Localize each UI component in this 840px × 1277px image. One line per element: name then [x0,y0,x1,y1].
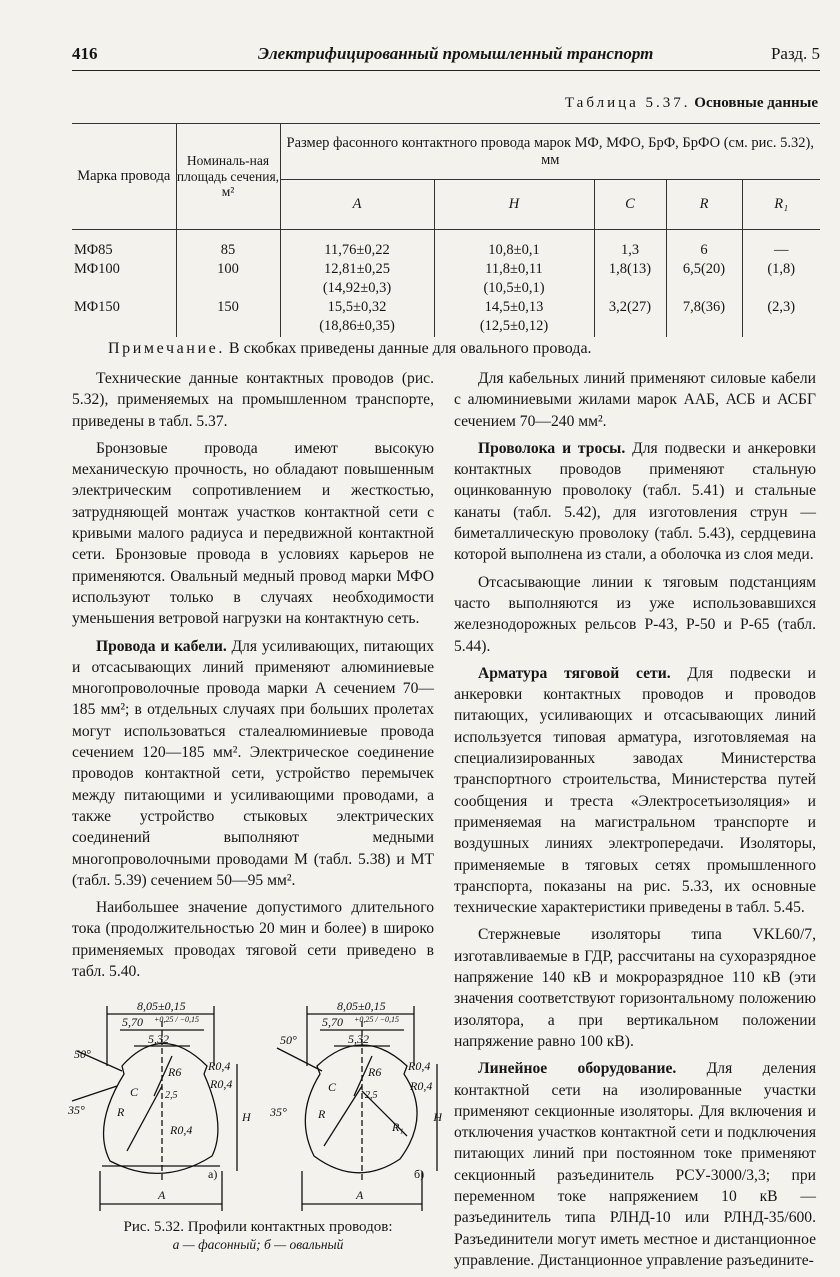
dim-label: A [158,1188,166,1202]
paragraph: Для кабельных линий применяют силовые кабели с алюминиевыми жилами марок ААБ, АСБ и АСБГ сечением 70—240 мм². [454,370,816,430]
cell-brand [72,316,176,337]
radius-line [324,1086,362,1146]
cell-a: 12,81±0,25 [280,259,434,278]
paragraph [454,663,816,919]
cell-area: 100 [176,259,280,278]
wire-profile-figure [62,966,442,1211]
paragraph-heading: Арматура тяговой сети. [478,664,671,682]
cell-r1 [742,316,820,337]
dim-label: +0,25 / −0,15 [154,1015,200,1024]
paragraph: Бронзовые провода имеют высокую механическую прочность, но обладают повышенным электрическим сопротивлением и жесткостью, затрудняющей монтаж участков контактной сети с кривыми малого радиуса и передвижной контактной сети. Бронзовые провода в условиях карьеров не применяются. Овальный медный провод марки МФО используют только в случаях необходимости уменьшения ветровой нагрузки на контактную сеть. [72,439,434,628]
table-row [72,316,820,337]
paragraph: Технические данные контактных проводов (рис. 5.32), применяемых на промышленном транспорте, приведены в табл. 5.37. [72,370,434,430]
cell-r: 6,5(20) [666,259,742,278]
cell-r1: (1,8) [742,259,820,278]
paragraph-heading: Проволока и тросы. [478,439,626,457]
dim-label: +0,25 / −0,15 [354,1015,400,1024]
dim-label: 5,70 [122,1015,143,1029]
cell-brand: МФ150 [74,299,120,315]
cell-c: 3,2(27) [594,297,666,316]
dim-label: A [356,1188,364,1202]
header-brand: Марка провода [72,124,176,230]
table-note [108,340,592,358]
cell-brand: МФ100 [74,261,120,277]
section-label: Разд. 5 [770,44,820,63]
dim-label: R0,4 [410,1079,433,1093]
subfigure-label-b: б) [414,1167,425,1181]
dim-label: R0,4 [170,1123,193,1137]
paragraph: Наибольшее значение допустимого длительного тока (продолжительностью 20 мин и более) в широко применяемых проводах тяговой сети приведено в табл. 5.40. [72,899,434,981]
table-note-text: В скобках приведены данные для овального провода. [228,340,592,357]
paragraph-heading: Провода и кабели. [96,637,227,655]
cell-h: (10,5±0,1) [434,278,594,297]
dim-label: R0,4 [208,1059,231,1073]
page-number: 416 [72,44,98,63]
dim-label: 8,05±0,15 [337,999,386,1013]
table-row [72,297,820,316]
running-header [72,42,820,72]
dim-label: 2,5 [165,1090,178,1101]
cell-r [666,316,742,337]
cell-h: 14,5±0,13 [434,297,594,316]
cell-a: (18,86±0,35) [280,316,434,337]
paragraph-body: Для подвески и анкеровки контактных проводов и проводов питающих, усиливающих и отсасывающих линий используется типовая арматура, изготовляемая на специализированных заводах Министерства транспортного строительства, Министерства путей сообщения и треста «Электросетьизоляция» и применяемая на магистральном транспорте и воздушных линиях электропередачи. Изоляторы, применяемые в тяговых сетях промышленного транспорта, показаны на рис. 5.33, их основные технические характеристики приведены в табл. 5.45. [454,664,816,917]
data-table [72,123,820,337]
dim-label: H [433,1110,442,1124]
figure-caption-main: Рис. 5.32. Профили контактных проводов: [123,1219,393,1235]
table-row [72,278,820,297]
paragraph-body: Для усиливающих, питающих и отсасывающих линий применяют алюминиевые многопроволочные провода марки А сечением 70—185 мм²; в отдельных случаях при больших пролетах могут использоваться сталеалюминиевые провода сечением 120—185 мм². Электрическое соединение проводов контактной сети, устройство перемычек между питающими и усиливающими проводами, а также устройство стыковых электрических соединений выполняют медными многопроволочными проводами М (табл. 5.38) и МТ (табл. 5.39) сечением 50—95 мм². [72,637,434,889]
figure-caption [88,1218,428,1254]
cell-r1: (2,3) [742,297,820,316]
cell-area [176,278,280,297]
running-title: Электрифицированный промышленный транспорт [258,44,654,63]
header-c: C [594,180,666,230]
dim-label: H [242,1110,251,1124]
cell-area: 85 [176,230,280,260]
dim-label: 8,05±0,15 [137,999,186,1013]
paragraph [72,636,434,892]
paragraph [454,1058,816,1271]
dim-label: R6 [168,1065,182,1079]
dim-label: C [328,1080,337,1094]
dim-label: 5,70 [322,1015,343,1029]
dim-label: 50° [74,1047,91,1061]
cell-c: 1,3 [594,230,666,260]
right-column [454,368,816,1277]
figure-caption-sub: а — фасонный; б — овальный [172,1237,344,1252]
dim-label: R₁ [392,1120,404,1134]
dim-label: 2,5 [365,1090,378,1101]
cell-c [594,278,666,297]
cell-r: 7,8(36) [666,297,742,316]
paragraph-body: Для деления контактной сети на изолированные участки применяют секционные изоляторы. Для включения и отключения участков контактной сети и подключения питающих линий при постоянном токе применяют секционный разъединитель РСУ-3000/3,3; при переменном токе напряжением 10 кВ — разъединитель типа РЛНД-10 или РЛНД-35/600. Разъединители могут иметь местное и дистанционное управление. Дистанционное управление разъедините- [454,1060,816,1269]
cell-r1 [742,278,820,297]
dim-label: R0,4 [408,1059,431,1073]
table-row [72,259,820,278]
header-a: A [280,180,434,230]
paragraph: Отсасывающие линии к тяговым подстанциям часто выполняются из уже использовавшихся железнодорожных рельсов Р-43, Р-50 и Р-65 (табл. 5.44). [454,573,816,655]
cell-c: 1,8(13) [594,259,666,278]
cell-brand [72,278,176,297]
header-rule [72,70,820,71]
cell-a: 11,76±0,22 [280,230,434,260]
cell-a: 15,5±0,32 [280,297,434,316]
dim-label: 35° [68,1103,85,1117]
dim-label: R6 [368,1065,382,1079]
dim-label: C [130,1085,139,1099]
header-r: R [666,180,742,230]
dim-label: R [117,1105,125,1119]
table-caption [565,95,818,112]
dim-label: 5,32 [348,1032,369,1046]
paragraph [454,438,816,566]
cell-h: 11,8±0,11 [434,259,594,278]
table-caption-label: Таблица 5.37. [564,95,691,111]
dim-label: 5,32 [148,1032,169,1046]
paragraph-heading: Линейное оборудование. [478,1060,677,1078]
cell-area: 150 [176,297,280,316]
paragraph-body: Для подвески и анкеровки контактных проводов применяют стальную оцинкованную проволоку (табл. 5.41) и стальные канаты (табл. 5.42), для изготовления струн — биметаллическую проволоку (табл. 5.43), сердцевина которой выполнена из стали, а оболочка из слоя меди. [454,439,816,564]
dim-label: 35° [270,1105,287,1119]
paragraph: Стержневые изоляторы типа VKL60/7, изготавливаемые в ГДР, рассчитаны на сухоразрядное напряжение 140 кВ и мокроразрядное 110 кВ (эти значения соответствуют горизонтальному положению изолятора, а при вертикальном положении напряжение равно 100 кВ). [454,926,816,1050]
cell-c [594,316,666,337]
dim-label: 50° [280,1033,297,1047]
cell-area [176,316,280,337]
cell-r: 6 [666,230,742,260]
header-size-group: Размер фасонного контактного провода марок МФ, МФО, БрФ, БрФО (см. рис. 5.32), мм [280,124,820,180]
table-row [72,230,820,260]
table-caption-title: Основные данные [694,95,818,111]
cell-r1: — [742,230,820,260]
angle-line [72,1086,117,1101]
header-area: Номиналь-ная площадь сечения, м² [176,124,280,230]
left-column [72,368,434,988]
header-h: H [434,180,594,230]
cell-h: (12,5±0,12) [434,316,594,337]
cell-r [666,278,742,297]
cell-h: 10,8±0,1 [434,230,594,260]
cell-brand: МФ85 [74,242,113,258]
dim-label: R0,4 [210,1077,233,1091]
table-note-label: Примечание. [108,340,225,357]
cell-a: (14,92±0,3) [280,278,434,297]
dim-label: R [318,1107,326,1121]
subfigure-label-a: а) [208,1167,218,1181]
angle-line [277,1048,322,1071]
header-r1: R₁ [742,180,820,230]
